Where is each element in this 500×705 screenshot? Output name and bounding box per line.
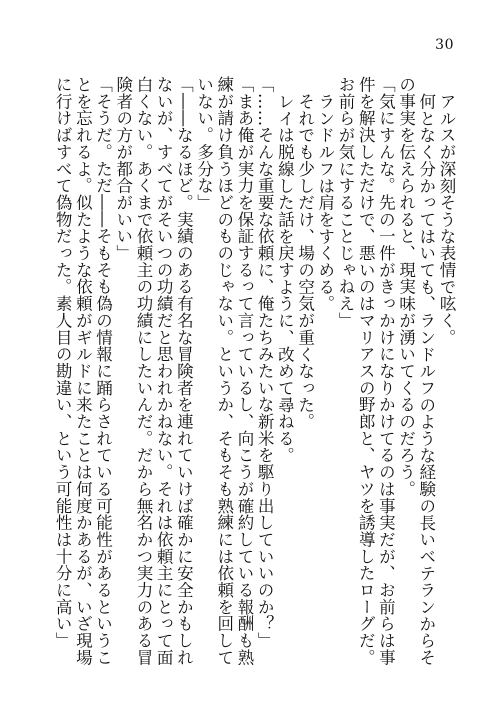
paragraph: それでも少しだけ、場の空気が重くなった。 (295, 92, 315, 430)
paragraph: レイは脱線した話を戻すように、改めて尋ねる。 (275, 92, 295, 464)
vertical-text-block (46, 76, 456, 672)
dialogue-paragraph: 「まあ俺が実力を保証するって言っているし、向こうが確約している報酬も熟練が請け負うほどのものじゃない。というか、そもそも熟練には依頼を回していない。多分な」 (194, 76, 254, 666)
dialogue-paragraph: 「――なるほど。実績のある有名な冒険者を連れていけば確かに安全かもしれないが、すべてがそいつの功績だと思われかねない。それは依頼主にとって面白くない。あくまで依頼主の功績にしたいんだ。だから無名かつ実力のある冒険者の方が都合がいい」 (113, 76, 194, 666)
dialogue-paragraph: 「そうだ。ただ――そもそも偽の情報に踊らされている可能性があるということを忘れるよ。似たような依頼がギルドに来たことは何度かあるが、いざ現場に行けばすべて偽物だった。素人目の勘違い、という可能性は十分に高い」 (53, 76, 113, 666)
paragraph: アルスが深刻そうな表情で呟く。 (437, 92, 456, 346)
dialogue-paragraph: 「……そんな重要な依頼に、俺たちみたいな新米を駆り出していいのか？」 (255, 76, 275, 649)
page-number: 30 (435, 37, 454, 53)
dialogue-paragraph: 「気にすんな。先の一件がきっかけになりかけてるのは事実だが、お前らは事件を解決しただけで、悪いのはマリアスの野郎と、ヤツを誘導したローグだ。お前らが気にすることじゃねえ」 (335, 76, 396, 666)
paragraph: ランドルフは肩をすくめる。 (315, 92, 335, 312)
paragraph: 何となく分かってはいても、ランドルフのような経験の長いベテランからその事実を伝えられると、現実味が湧いてくるのだろう。 (396, 76, 436, 666)
